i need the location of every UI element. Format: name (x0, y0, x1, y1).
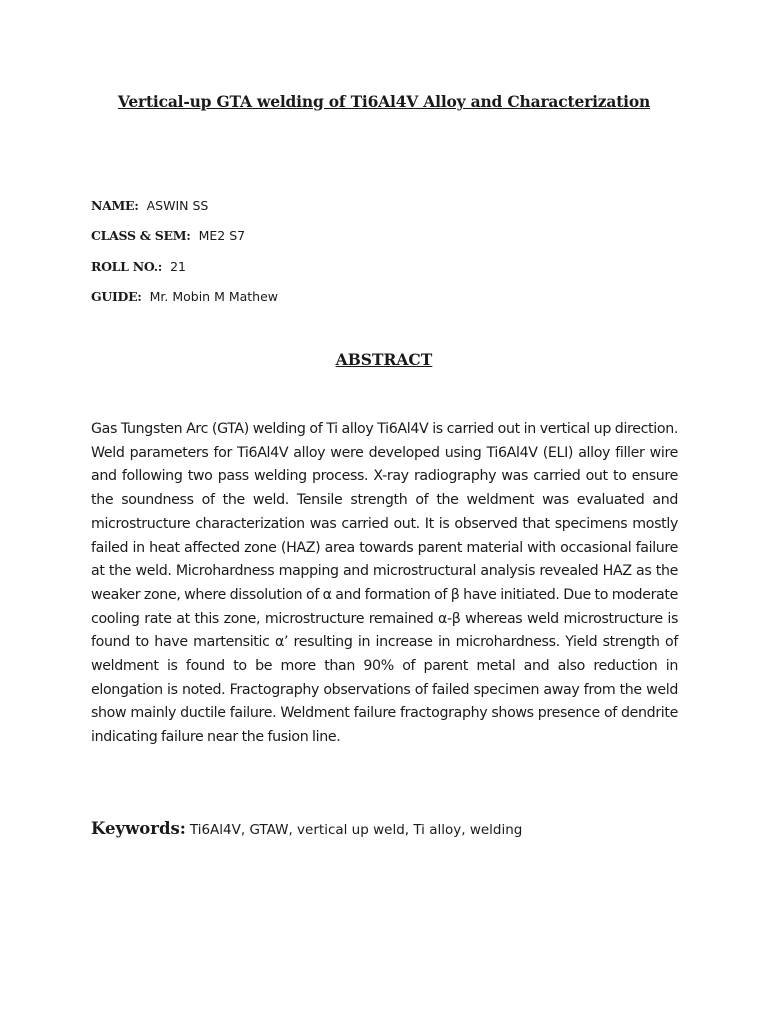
abstract-heading: ABSTRACT (335, 350, 433, 369)
class-label: CLASS & SEM: (91, 228, 191, 243)
info-class-row (91, 228, 245, 244)
roll-label: ROLL NO.: (91, 259, 163, 274)
info-name-row (91, 198, 208, 214)
roll-value: 21 (170, 259, 186, 274)
guide-value: Mr. Mobin M Mathew (149, 289, 279, 304)
keywords-value: Ti6Al4V, GTAW, vertical up weld, Ti alloy, welding (189, 822, 523, 838)
document-title: Vertical-up GTA welding of Ti6Al4V Alloy and Characterization (117, 92, 651, 111)
info-roll-row (91, 259, 186, 275)
keywords-label: Keywords: (91, 819, 186, 838)
name-label: NAME: (91, 198, 139, 213)
class-value: ME2 S7 (198, 228, 246, 243)
abstract-paragraph: Gas Tungsten Arc (GTA) welding of Ti alloy Ti6Al4V is carried out in vertical up direction. Weld parameters for Ti6Al4V alloy were developed using Ti6Al4V (ELI) alloy filler wire and following two pass welding process. X-ray radiography was carried out to ensure the soundness of the weld. Tensile strength of the weldment was evaluated and microstructure characterization was carried out. It is observed that specimens mostly failed in heat affected zone (HAZ) area towards parent material with occasional failure at the weld. Microhardness mapping and microstructural analysis revealed HAZ as the weaker zone, where dissolution of α and formation of β have initiated. Due to moderate cooling rate at this zone, microstructure remained α-β whereas weld microstructure is found to have martensitic α’ resulting in increase in microhardness. Yield strength of weldment is found to be more than 90% of parent metal and also reduction in elongation is noted. Fractography observations of failed specimen away from the weld show mainly ductile failure. Weldment failure fractography shows presence of dendrite indicating failure near the fusion line. (91, 421, 678, 746)
name-value: ASWIN SS (146, 198, 209, 213)
keywords-row (91, 819, 681, 839)
info-guide-row (91, 289, 278, 305)
guide-label: GUIDE: (91, 289, 142, 304)
